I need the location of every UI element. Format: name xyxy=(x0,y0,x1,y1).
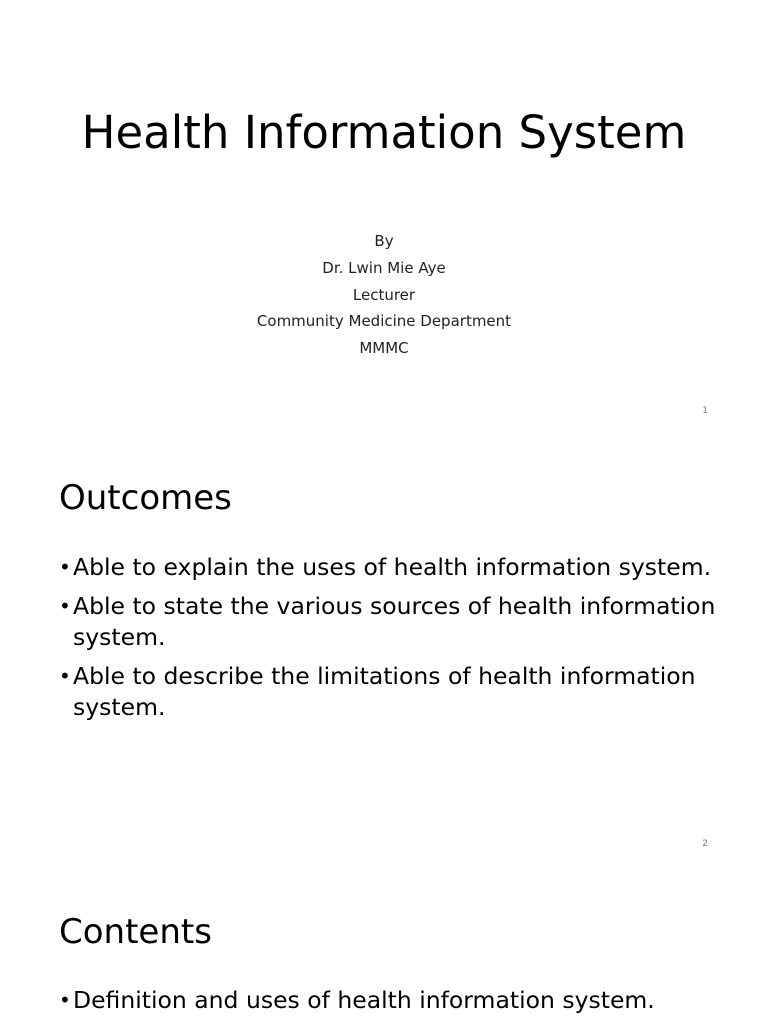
list-item xyxy=(59,985,719,1016)
slide-number: 1 xyxy=(702,406,708,416)
slide-1 xyxy=(0,0,768,433)
subtitle-line-institution: MMMC xyxy=(359,339,409,357)
list-item xyxy=(59,552,719,583)
bullet-text: Able to state the various sources of health information system. xyxy=(73,592,716,651)
slide-heading: Outcomes xyxy=(59,478,232,518)
bullet-text: Able to explain the uses of health information system. xyxy=(73,553,712,581)
bullet-list xyxy=(59,985,719,1024)
subtitle-line-by: By xyxy=(374,232,394,250)
slide-2 xyxy=(0,433,768,866)
bullet-icon: • xyxy=(59,664,71,688)
subtitle-line-position: Lecturer xyxy=(352,285,416,304)
bullet-text: Definition and uses of health information system. xyxy=(73,986,655,1014)
list-item xyxy=(59,661,719,723)
bullet-text: Able to describe the limitations of health information system. xyxy=(73,662,696,721)
list-item xyxy=(59,591,719,653)
bullet-list xyxy=(59,552,719,731)
subtitle-line-department: Community Medicine Department xyxy=(256,312,512,331)
bullet-icon: • xyxy=(59,594,71,618)
slide-heading: Contents xyxy=(59,912,212,952)
slide-number: 2 xyxy=(702,839,708,849)
bullet-icon: • xyxy=(59,555,71,579)
slide-subtitle xyxy=(0,228,768,362)
slide-title: Health Information System xyxy=(81,106,687,159)
subtitle-line-author: Dr. Lwin Mie Aye xyxy=(322,258,446,277)
slide-3 xyxy=(0,866,768,1024)
bullet-icon: • xyxy=(59,988,71,1012)
